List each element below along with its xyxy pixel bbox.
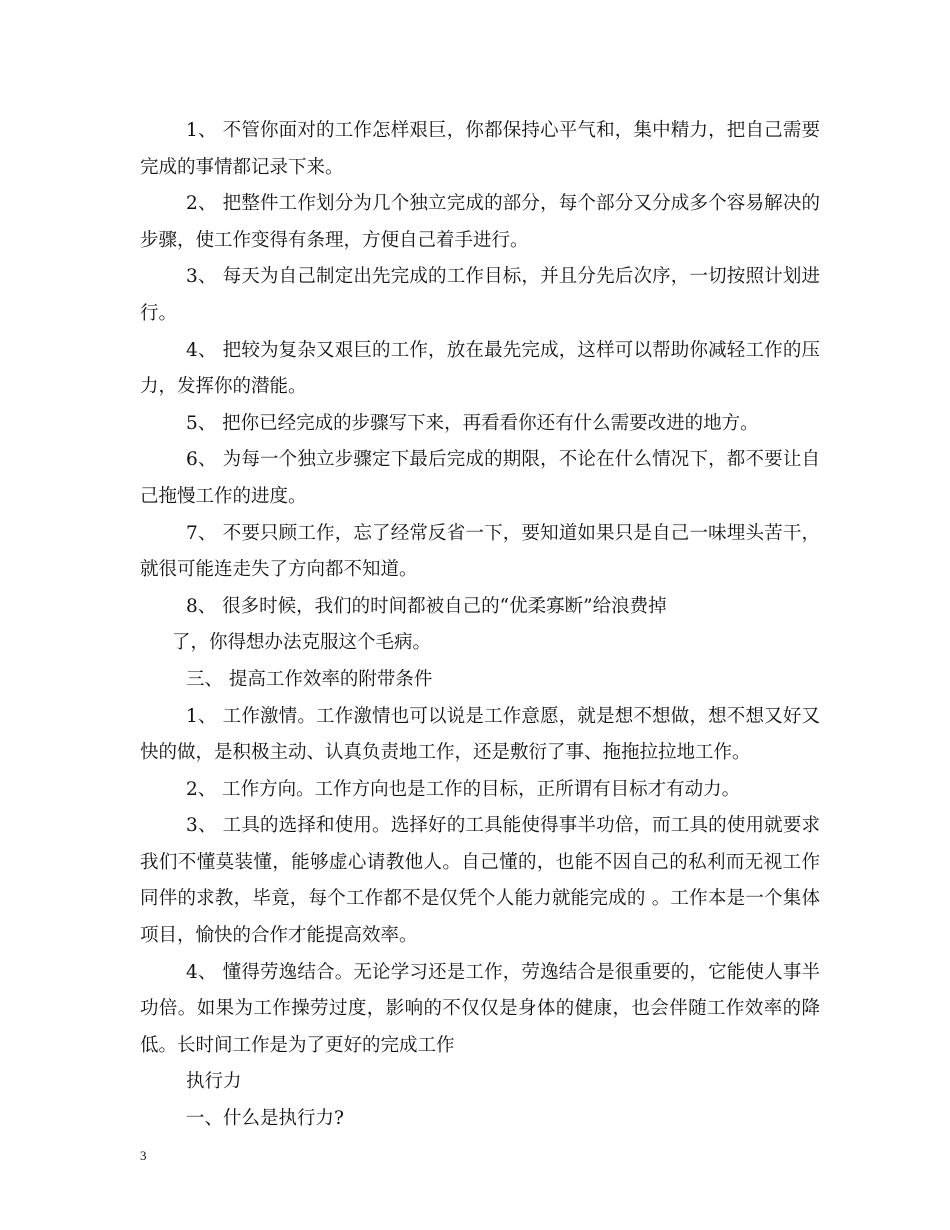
paragraph-item-6: 6、 为每一个独立步骤定下最后完成的期限，不论在什么情况下，都不要让自己拖慢工作的进度。 <box>140 449 820 507</box>
condition-item-4: 4、 懂得劳逸结合。无论学习还是工作，劳逸结合是很重要的，它能使人事半功倍。如果为工作操劳过度，影响的不仅仅是身体的健康，也会伴随工作效率的降低。长时间工作是为了更好的完成工作 <box>140 961 820 1056</box>
paragraph-item-2: 2、 把整件工作划分为几个独立完成的部分，每个部分又分成多个容易解决的步骤，使工作变得有条理，方便自己着手进行。 <box>140 193 820 251</box>
paragraph-item-8: 8、 很多时候，我们的时间都被自己的“优柔寡断”给浪费掉 <box>186 595 667 617</box>
condition-item-2: 2、 工作方向。工作方向也是工作的目标，正所谓有目标才有动力。 <box>186 778 741 800</box>
section-title-execution: 执行力 <box>186 1071 242 1093</box>
paragraph-continuation: 了，你得想办法克服这个毛病。 <box>172 632 432 654</box>
condition-item-1: 1、 工作激情。工作激情也可以说是工作意愿，就是想不想做，想不想又好又快的做，是积极主动、认真负责地工作，还是敷衍了事、拖拖拉拉地工作。 <box>140 705 820 764</box>
paragraph-item-3: 3、 每天为自己制定出先完成的工作目标，并且分先后次序，一切按照计划进行。 <box>140 266 820 324</box>
paragraph-item-1: 1、 不管你面对的工作怎样艰巨，你都保持心平气和，集中精力，把自己需要完成的事情都记录下来。 <box>140 120 820 178</box>
paragraph-item-7: 7、 不要只顾工作，忘了经常反省一下，要知道如果只是自己一味埋头苦干，就很可能连走失了方向都不知道。 <box>140 522 820 581</box>
page-number: 3 <box>140 1148 147 1163</box>
section-heading-3: 三、 提高工作效率的附带条件 <box>186 668 433 690</box>
document-body <box>140 113 820 1138</box>
condition-item-3: 3、 工具的选择和使用。选择好的工具能使得事半功倍，而工具的使用就要求我们不懂莫装懂，能够虚心请教他人。自己懂的，也能不因自己的私利而无视工作同伴的求教，毕竟，每个工作都不是仅凭个人能力就能完成的 。工作本是一个集体项目，愉快的合作才能提高效率。 <box>140 815 820 947</box>
subsection-heading-1: 一、什么是执行力? <box>186 1108 344 1130</box>
paragraph-item-4: 4、 把较为复杂又艰巨的工作，放在最先完成，这样可以帮助你减轻工作的压力，发挥你的潜能。 <box>140 339 820 398</box>
paragraph-item-5: 5、 把你已经完成的步骤写下来，再看看你还有什么需要改进的地方。 <box>186 412 759 434</box>
